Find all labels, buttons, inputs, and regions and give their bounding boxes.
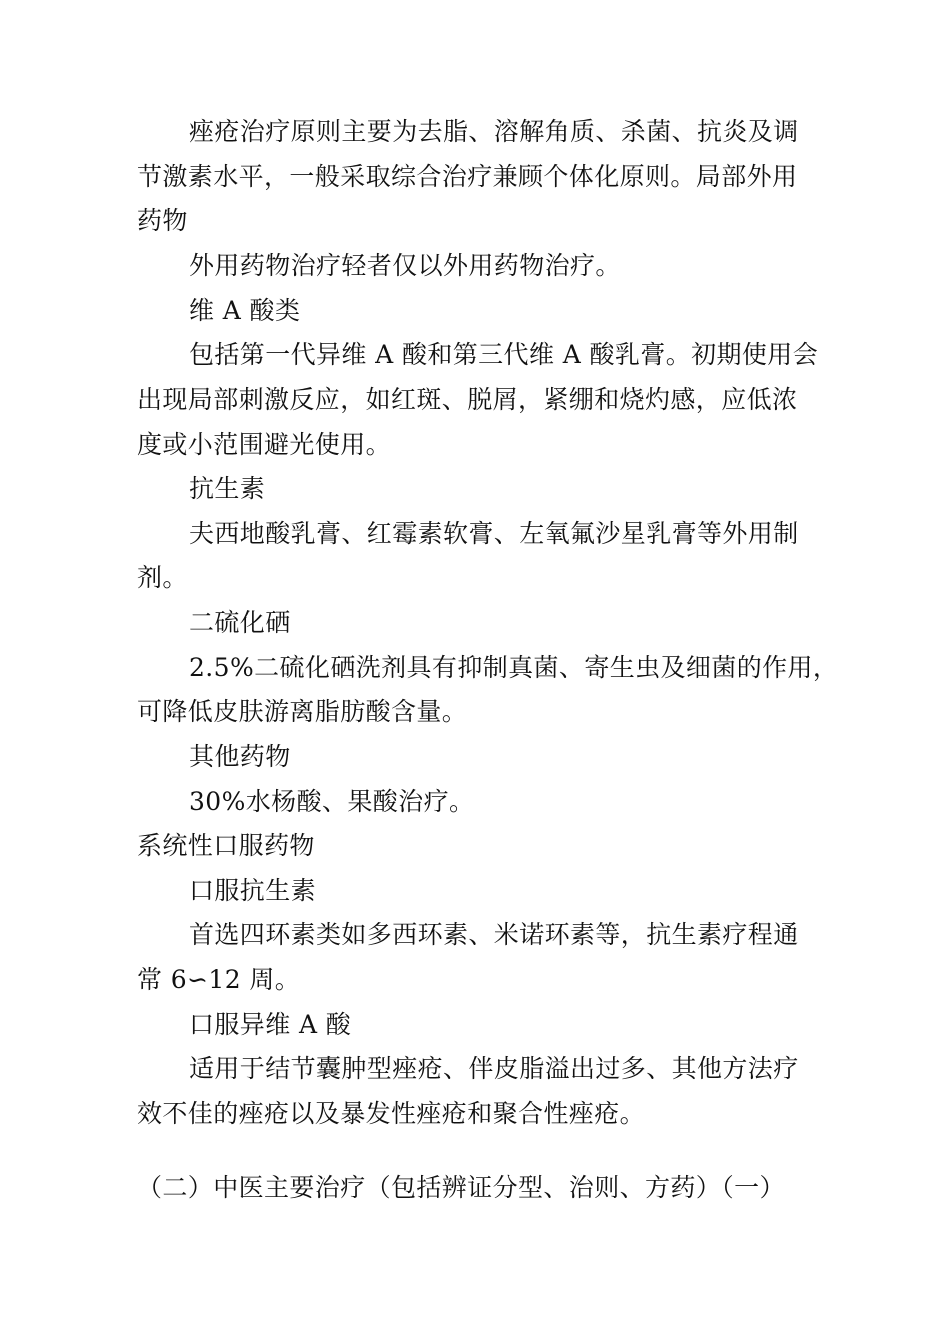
paragraph-line: 首选四环素类如多西环素、米诺环素等，抗生素疗程通 [189, 920, 799, 949]
paragraph-line: 药物 [137, 206, 188, 235]
paragraph-line: 效不佳的痤疮以及暴发性痤疮和聚合性痤疮。 [137, 1099, 646, 1128]
paragraph-line: 可降低皮肤游离脂肪酸含量。 [137, 697, 468, 726]
subheading: 其他药物 [189, 742, 291, 771]
subheading: 抗生素 [189, 474, 266, 503]
subheading: 维 A 酸类 [189, 296, 301, 325]
chapter-heading: （二）中医主要治疗（包括辨证分型、治则、方药）（一） [137, 1173, 785, 1202]
paragraph-line: 度或小范围避光使用。 [137, 430, 392, 459]
paragraph-line: 节激素水平，一般采取综合治疗兼顾个体化原则。局部外用 [137, 162, 798, 191]
paragraph-line: 2.5%二硫化硒洗剂具有抑制真菌、寄生虫及细菌的作用， [189, 653, 839, 682]
paragraph-line: 夫西地酸乳膏、红霉素软膏、左氧氟沙星乳膏等外用制 [189, 519, 799, 548]
paragraph-line: 出现局部刺激反应，如红斑、脱屑，紧绷和烧灼感，应低浓 [137, 385, 798, 414]
paragraph-line: 常 6∽12 周。 [137, 965, 301, 994]
paragraph-line: 30%水杨酸、果酸治疗。 [189, 787, 475, 816]
section-heading: 系统性口服药物 [137, 831, 315, 860]
paragraph-line: 包括第一代异维 A 酸和第三代维 A 酸乳膏。初期使用会 [189, 340, 819, 369]
paragraph-line: 外用药物治疗轻者仅以外用药物治疗。 [189, 251, 621, 280]
subheading: 口服异维 A 酸 [189, 1010, 352, 1039]
paragraph-line: 剂。 [137, 563, 188, 592]
paragraph-line: 适用于结节囊肿型痤疮、伴皮脂溢出过多、其他方法疗 [189, 1054, 799, 1083]
subheading: 二硫化硒 [189, 608, 291, 637]
subheading: 口服抗生素 [189, 876, 317, 905]
paragraph-line: 痤疮治疗原则主要为去脂、溶解角质、杀菌、抗炎及调 [189, 117, 799, 146]
